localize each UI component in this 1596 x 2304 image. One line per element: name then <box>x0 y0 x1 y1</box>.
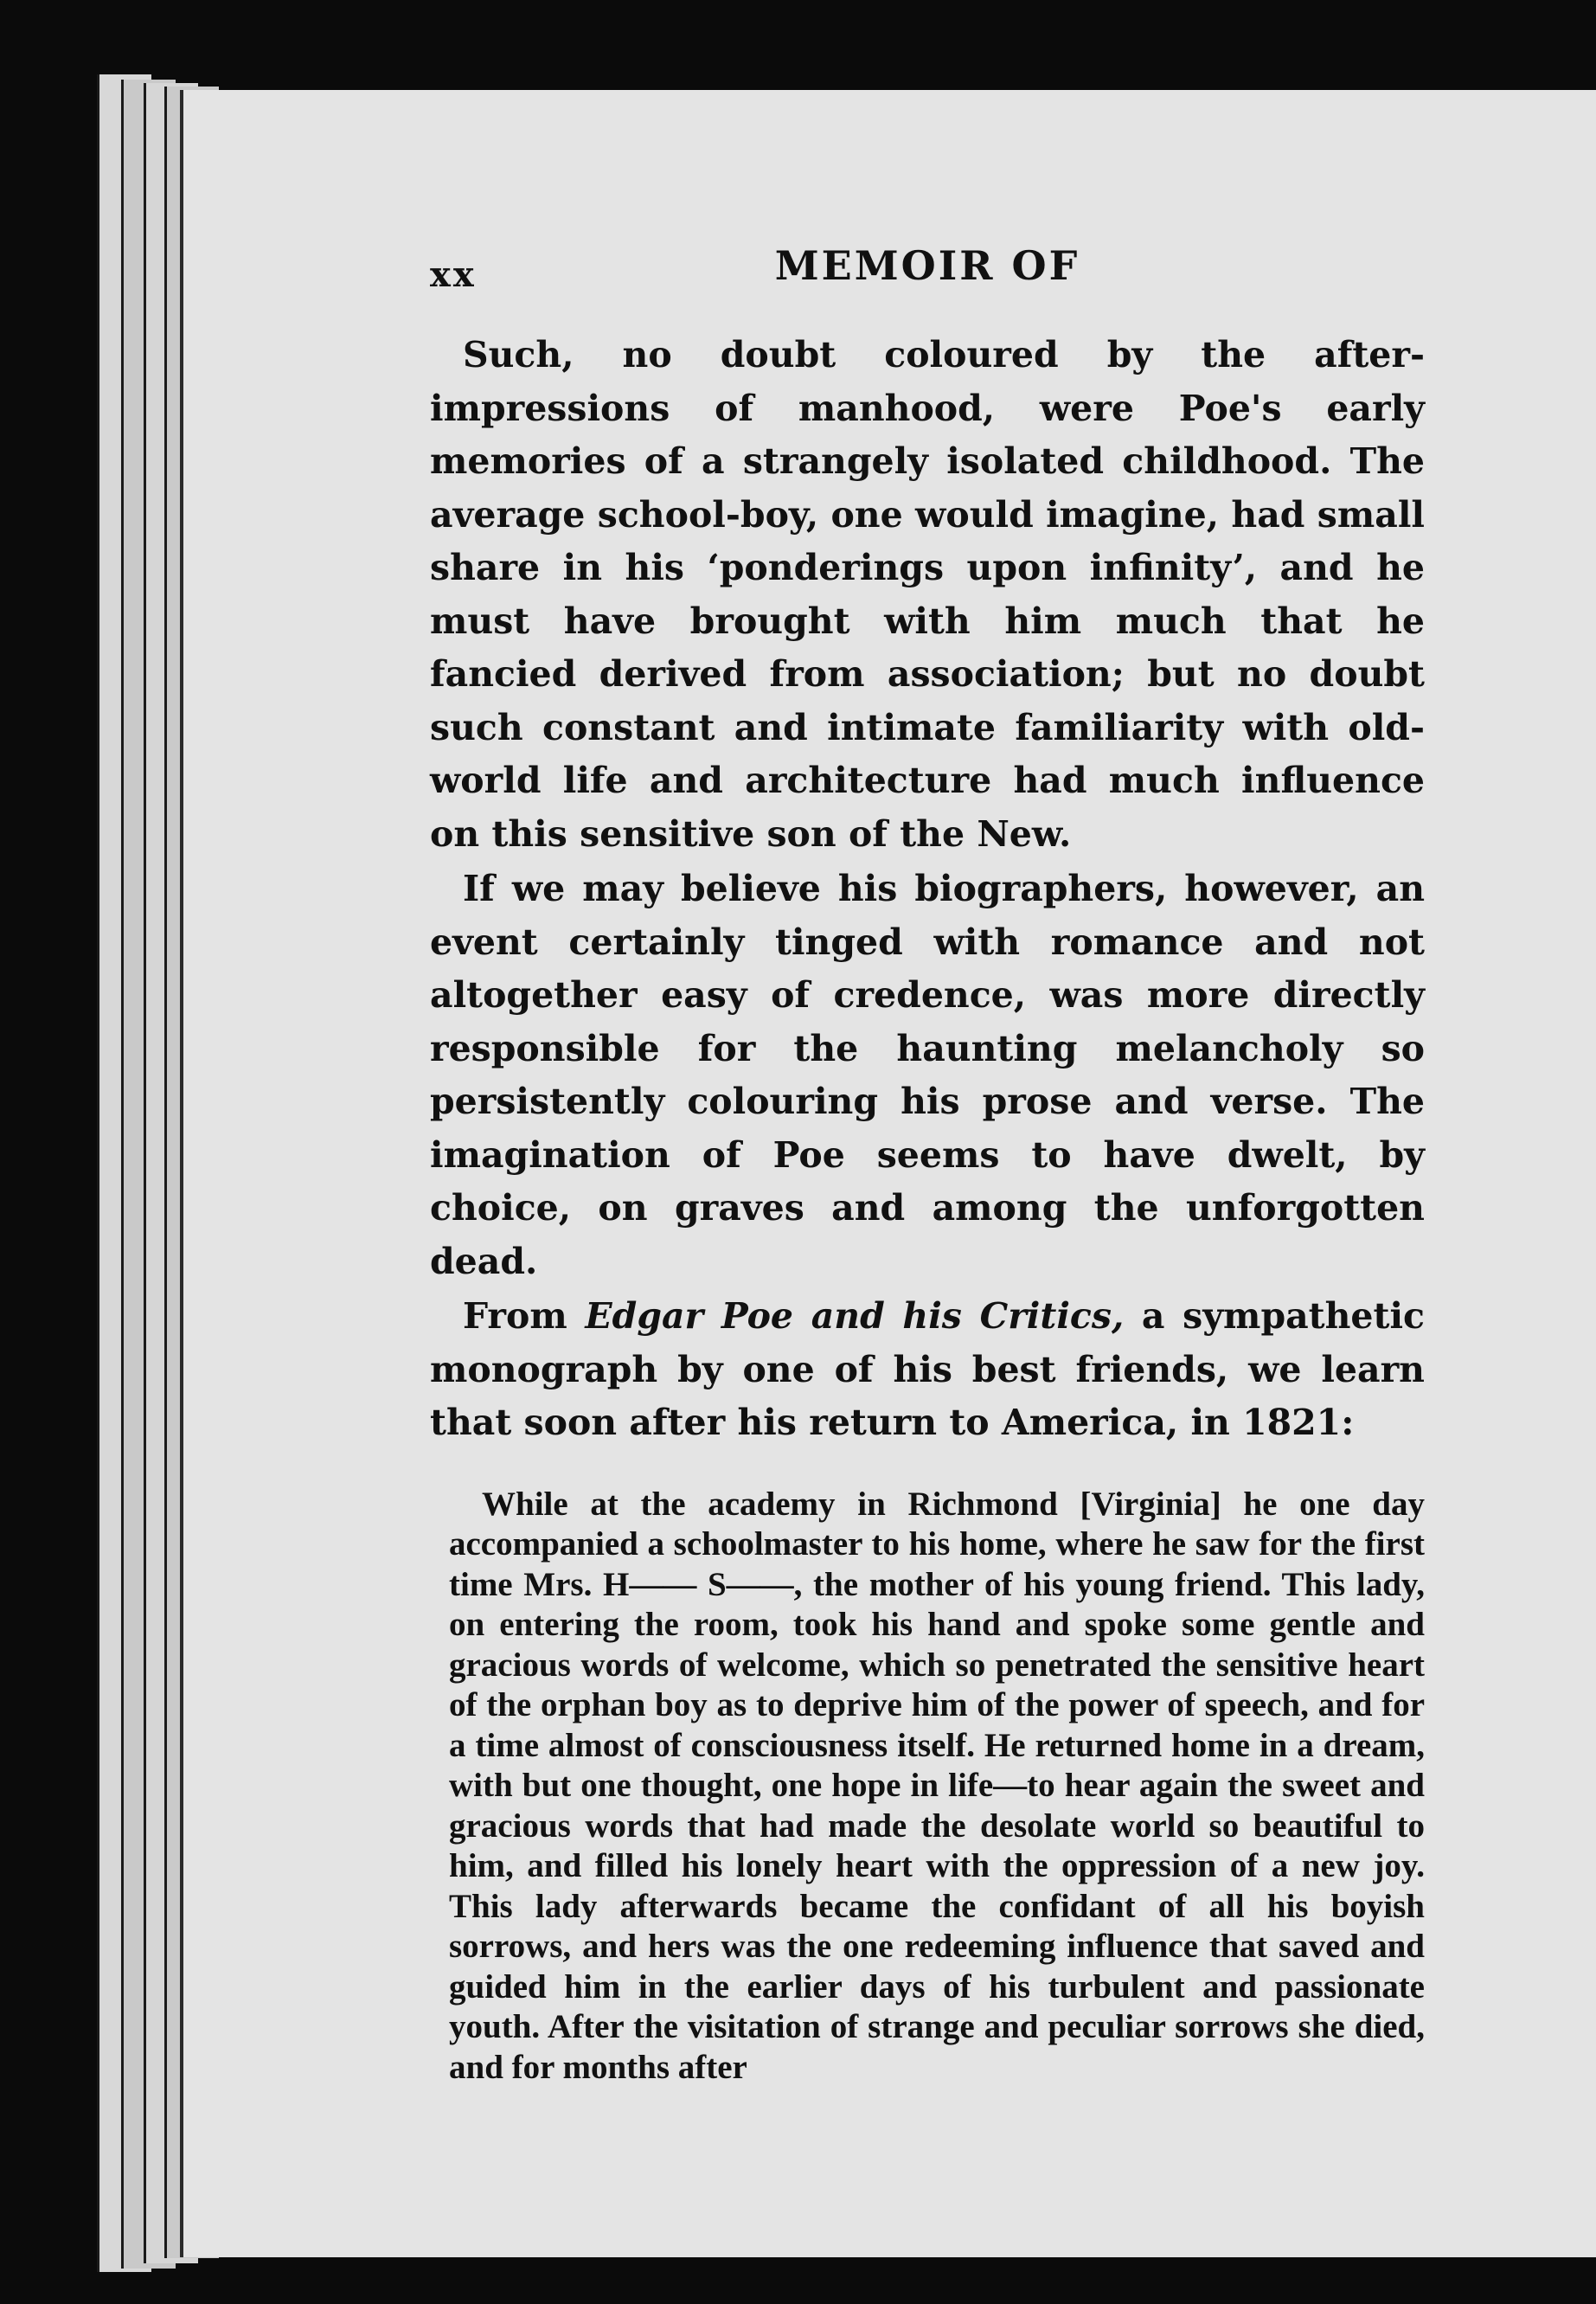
paragraph-1: Such, no doubt coloured by the after-impressions of manhood, were Poe's early memories of a strangely isolated childhood. The average school-boy, one would imagine, had small share in his ‘ponderings upon infinity’, and he must have brought with him much that he fancied derived from association; but no doubt such constant and intimate familiarity with old-world life and architecture had much influence on this sensitive son of the New. <box>430 334 1425 855</box>
page-content <box>430 239 1425 2088</box>
running-title: MEMOIR OF <box>774 242 1080 289</box>
book-page <box>180 90 1596 2257</box>
paragraph-2: If we may believe his biographers, however, an event certainly tinged with romance and not altogether easy of credence, was more directly responsible for the haunting melancholy so persistently colouring his prose and verse. The imagination of Poe seems to have dwelt, by choice, on graves and among the unforgotten dead. <box>430 868 1425 1282</box>
paragraph-3-rest: a sympathetic monograph by one of his best friends, we learn that soon after his return to America, in 1821: <box>430 1295 1425 1443</box>
cited-book-title: Edgar Poe and his Critics, <box>585 1295 1125 1337</box>
block-quote: While at the academy in Richmond [Virginia] he one day accompanied a schoolmaster to his home, where he saw for the first time Mrs. H—— S——, the mother of his young friend. This lady, on entering the room, took his hand and spoke some gentle and gracious words of welcome, which so penetrated the sensitive heart of the orphan boy as to deprive him of the power of speech, and for a time almost of consciousness itself. He returned home in a dream, with but one thought, one hope in life—to hear again the sweet and gracious words that had made the desolate world so beautiful to him, and filled his lonely heart with the oppression of a new joy. This lady afterwards became the confidant of all his boyish sorrows, and hers was the one redeeming influence that saved and guided him in the earlier days of his turbulent and passionate youth. After the visitation of strange and peculiar sorrows she died, and for months after <box>449 1485 1425 2086</box>
page-number: xx <box>430 254 477 295</box>
paragraph-3-lead: From <box>463 1295 586 1337</box>
paragraph-3 <box>430 1290 1425 1450</box>
running-head <box>430 239 1425 308</box>
